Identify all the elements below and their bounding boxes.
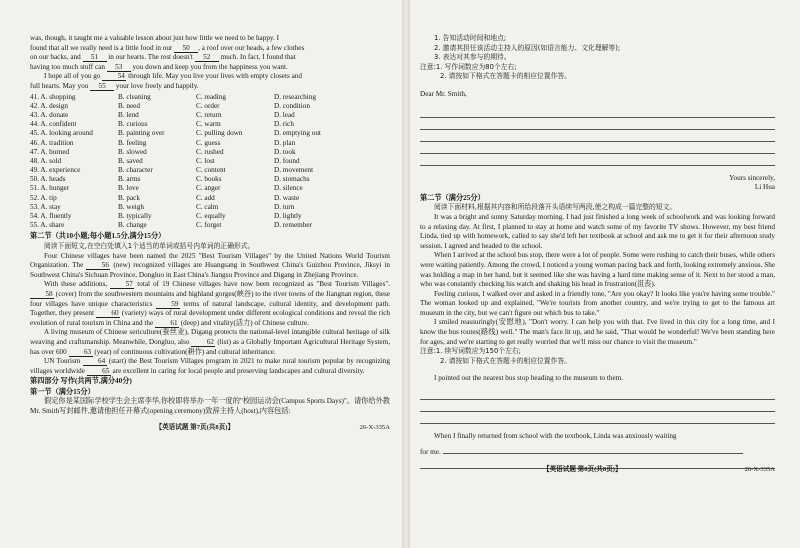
answer-line	[420, 118, 775, 130]
section-2-title: 第二节（共10小题;每小题1.5分,满分15分）	[30, 232, 166, 241]
option-choice: B. slowed	[118, 147, 147, 156]
cloze-options	[30, 93, 390, 231]
option-choice: C. calm	[196, 202, 219, 211]
question-options-row	[30, 148, 390, 157]
writing-task-prompt: 假定你是某国际学校学生会主席李华,你校即将举办一年一度的"校园运动会(Campus Sports Days)"。请你给外教Mr. Smith写封邮件,邀请他担任开幕式(opening ceremony)致辞主持人(host),内容包括:	[30, 397, 390, 416]
option-choice: C. guess	[196, 138, 221, 147]
writing-points	[420, 34, 775, 63]
page-gutter	[402, 0, 410, 548]
option-choice: 41. A. shopping	[30, 92, 76, 101]
option-choice: C. order	[196, 101, 220, 110]
option-choice: B. love	[118, 184, 139, 193]
question-options-row	[30, 175, 390, 184]
option-choice: D. plan	[274, 138, 296, 147]
blank-number: 62	[191, 338, 215, 347]
option-choice: B. lend	[118, 110, 139, 119]
blank-number: 52	[195, 53, 219, 62]
question-options-row	[30, 166, 390, 175]
passage-line: on our backs, and 51 in our hearts. The rest doesn't 52 much. In fact, I found that	[30, 53, 296, 62]
option-choice: C. reading	[196, 92, 226, 101]
option-choice: D. remember	[274, 221, 312, 230]
passage-line: having too much stuff can 53 you down and keep you from the happiness you want.	[30, 62, 288, 71]
story-paragraph: I smiled reassuringly(安慰地), "Don't worry. I can help you with that. I've lived in this city for a long time, and I know the bus routes(路线) well." The man's face lit up, and he said, "That would be wonderful! We've been standing here for ages, and we're starting to get really worried that we'll miss our chance to visit the museum."	[420, 318, 775, 346]
question-options-row	[30, 212, 390, 221]
option-choice: 43. A. donate	[30, 110, 69, 119]
option-choice: B. cleaning	[118, 92, 151, 101]
option-choice: D. took	[274, 147, 296, 156]
continuation-note: 2. 请按如下格式在答题卡的相应位置作答。	[440, 356, 571, 365]
option-choice: C. return	[196, 110, 222, 119]
passage-paragraph: A living museum of Chinese sericulture(蚕丝业), Digang protects the national-level intangible cultural heritage of silk weaving and craftsmanship. Meanwhile, Dongluo, also 62 (list) as a Globally Important Agricultural Heritage System, has over 600 63 (year) of continuous cultivation(耕作) and cultural inheritance.	[30, 328, 390, 356]
option-choice: B. change	[118, 221, 147, 230]
continuation-notes	[420, 347, 775, 366]
blank-number: 59	[156, 300, 180, 309]
question-options-row	[30, 120, 390, 129]
option-choice: C. forget	[196, 221, 222, 230]
part-4-title: 第四部分 写作(共两节,满分40分)	[30, 377, 132, 386]
blank-number: 58	[30, 290, 54, 299]
option-choice: D. found	[274, 156, 300, 165]
option-choice: B. feeling	[118, 138, 147, 147]
option-choice: D. lightly	[274, 212, 302, 220]
blank-number: 56	[86, 261, 110, 270]
blank-number: 57	[110, 280, 134, 289]
option-choice: C. warm	[196, 120, 221, 129]
story-paragraph: When I arrived at the school bus stop, there were a lot of people. Some were rushing to catch their buses, while others were waiting patiently. Among the crowd, I noticed a young woman pacing back and forth, looking extremely anxious. She was holding a map in her hand, but it seemed like she was having a hard time making sense of it. Next to her stood a man, who was constantly checking his watch and shaking his head in frustration(沮丧).	[420, 251, 775, 289]
answer-line	[420, 106, 775, 118]
option-choice: D. researching	[274, 92, 316, 101]
passage-paragraph: With these additions, 57 total of 19 Chinese villages have now been recognized as "Best Tourism Villages". 58 (cover) from the southwestern mountains and highland gorges(峡谷) to the river towns of the Jiangnan region, these four villages have unique characteristics 59 terms of natural landscape, cultural identity, and development path. Together, they present 60 (variety) ways of rural development under different ecological conditions and reveal the rich evolution of rural tourism in China and the 61 (deep) and vitality(活力) of Chinese culture.	[30, 280, 390, 327]
question-options-row	[30, 129, 390, 138]
option-choice: 48. A. sold	[30, 156, 62, 165]
option-choice: C. equally	[196, 212, 226, 220]
blank-number: 65	[87, 367, 111, 376]
option-choice: C. add	[196, 193, 215, 202]
blank-number: 50	[174, 44, 198, 53]
option-choice: D. emptying out	[274, 129, 321, 138]
option-choice: 45. A. looking around	[30, 129, 93, 138]
page-8-footer-label: 【英语试题 第8页(共8页)】	[543, 466, 622, 474]
grammar-fill-passage	[30, 252, 390, 377]
blank-number: 64	[83, 357, 107, 366]
option-choice: C. rushed	[196, 147, 224, 156]
option-choice: 51. A. hunger	[30, 184, 70, 193]
answer-line	[420, 154, 775, 166]
question-options-row	[30, 102, 390, 111]
option-choice: C. content	[196, 166, 226, 175]
story-paragraph: Feeling curious, I walked over and asked in a friendly tone, "Are you okay? It looks like you're having some trouble." The woman looked up and explained, "We're tourists from another country, and we're trying to get to the famous art museum in the city, but we can't figure out which bus to take."	[420, 289, 775, 317]
continuation-story	[420, 213, 775, 347]
passage-line: full hearts. May you 55 your love freely and happily.	[30, 81, 199, 90]
blank-number: 53	[107, 63, 131, 72]
writing-point: 1. 告知活动时间和地点;	[434, 34, 507, 42]
option-choice: D. stomachs	[274, 175, 310, 184]
page-7-code: 26-X-335A	[359, 423, 390, 431]
answer-line	[420, 412, 775, 424]
option-choice: D. lead	[274, 110, 295, 119]
option-choice: 46. A. tradition	[30, 138, 74, 147]
page-8-code: 26-X-335A	[744, 466, 775, 474]
option-choice: C. books	[196, 175, 222, 184]
page-8	[420, 34, 775, 548]
option-choice: C. lost	[196, 156, 215, 165]
option-choice: 53. A. stay	[30, 202, 61, 211]
question-options-row	[30, 93, 390, 102]
paragraph-2-opening-end: for me.	[420, 448, 775, 458]
option-choice: D. silence	[274, 184, 303, 193]
page-8-footer	[420, 465, 775, 475]
writing-note: 2. 请按如下格式在答题卡的相应位置作答。	[440, 72, 571, 81]
passage-line: found that all we really need is a little food in our 50 , a roof over our heads, a few clothes	[30, 43, 305, 52]
option-choice: B. curious	[118, 120, 148, 129]
writing-notes	[420, 63, 775, 82]
passage-line: was, though, it taught me a valuable lesson about just how little we need to be happy. I	[30, 34, 280, 42]
option-choice: B. weigh	[118, 202, 144, 211]
option-choice: B. saved	[118, 156, 143, 165]
option-choice: 42. A. design	[30, 101, 68, 110]
letter-salutation: Dear Mr. Smith,	[420, 89, 467, 98]
story-paragraph: It was a bright and sunny Saturday morning. I had just finished a long week of schoolwork and was looking forward to a relaxing day. At first, I planned to stay at home and watch some of my favorite TV shows. However, my best friend Linda, tied up with homework, called to say she'd left her textbook at school and ask me to get it for their afternoon study session. I agreed and headed to the school.	[420, 212, 775, 250]
cloze-passage-end	[30, 34, 390, 92]
passage-paragraph: UN Tourism 64 (start) the Best Tourism Villages program in 2021 to make rural tourism popular by recognizing villages worldwide 65 are excellent in caring for local people and preserving landscapes and cultural diversity.	[30, 357, 390, 375]
option-choice: 49. A. experience	[30, 166, 81, 175]
continuation-note: 注意:1. 续写词数应为150个左右;	[420, 347, 521, 356]
blank-number: 63	[69, 348, 93, 357]
question-options-row	[30, 111, 390, 120]
answer-line	[420, 388, 775, 400]
blank-number: 60	[96, 309, 120, 318]
option-choice: B. typically	[118, 212, 152, 220]
option-choice: B. character	[118, 166, 153, 175]
option-choice: B. need	[118, 101, 140, 110]
option-choice: 47. A. burned	[30, 147, 70, 156]
answer-line	[420, 400, 775, 412]
question-options-row	[30, 184, 390, 193]
blank-number: 51	[83, 53, 107, 62]
letter-signature: Li Hua	[754, 183, 775, 192]
paragraph-2-opening: When I finally returned from school with the textbook, Linda was anxiously waiting	[434, 432, 677, 441]
paragraph-1-opening: I pointed out the nearest bus stop heading to the museum to them.	[434, 374, 624, 383]
blank-number: 55	[90, 82, 114, 91]
option-choice: B. painting over	[118, 129, 165, 138]
passage-paragraph: Four Chinese villages have been named the 2025 "Best Tourism Villages" by the United Nations World Tourism Organization. The 56 (new) recognized villages are Huangsang in Southwest China's Guizhou Province, Jiksyi in Southwest China's Sichuan Province, Dongluo in East China's Jiangsu Province and Digang in Zhejiang Province.	[30, 251, 390, 279]
question-options-row	[30, 203, 390, 212]
option-choice: 55. A. share	[30, 221, 65, 230]
option-choice: C. anger	[196, 184, 221, 193]
blank-number: 54	[102, 72, 126, 81]
question-options-row	[30, 157, 390, 166]
writing-point: 2. 邀请其担任该活动主持人的原因(如语言能力、文化理解等);	[434, 43, 621, 52]
writing-section-1-title: 第一节（满分15分）	[30, 387, 95, 396]
answer-line	[420, 142, 775, 154]
option-choice: 44. A. confident	[30, 120, 77, 129]
option-choice: 50. A. heads	[30, 175, 66, 184]
section-2-instructions: 阅读下面短文,在空白处填入1个适当的单词或括号内单词的正确形式。	[44, 241, 255, 250]
option-choice: D. rich	[274, 120, 294, 129]
answer-line	[420, 130, 775, 142]
option-choice: D. turn	[274, 202, 295, 211]
option-choice: D. waste	[274, 193, 300, 202]
writing-section-2-title: 第二节（满分25分）	[420, 193, 485, 202]
passage-line: I hope all of you go 54 through life. May you live your lives with empty closets and	[44, 72, 302, 81]
question-options-row	[30, 139, 390, 148]
question-options-row	[30, 194, 390, 203]
option-choice: B. arms	[118, 175, 141, 184]
writing-section-2-instructions: 阅读下面材料,根据其内容和所给段落开头语续写两段,使之构成一篇完整的短文。	[434, 203, 677, 212]
page-7-footer	[30, 423, 390, 433]
option-choice: C. pulling down	[196, 129, 243, 138]
writing-point: 3. 表达对其参与的期待。	[434, 53, 511, 62]
page-7-footer-label: 【英语试题 第7页(共8页)】	[155, 423, 235, 431]
option-choice: 52. A. tip	[30, 193, 57, 202]
question-options-row	[30, 221, 390, 230]
blank-number: 61	[155, 319, 179, 328]
letter-closing: Yours sincerely,	[729, 173, 775, 182]
page-7	[30, 34, 390, 548]
option-choice: D. condition	[274, 101, 310, 110]
option-choice: 54. A. fluently	[30, 212, 72, 220]
option-choice: B. pack	[118, 193, 140, 202]
writing-note: 注意:1. 写作词数应为80个左右;	[420, 62, 517, 71]
option-choice: D. movement	[274, 166, 314, 175]
